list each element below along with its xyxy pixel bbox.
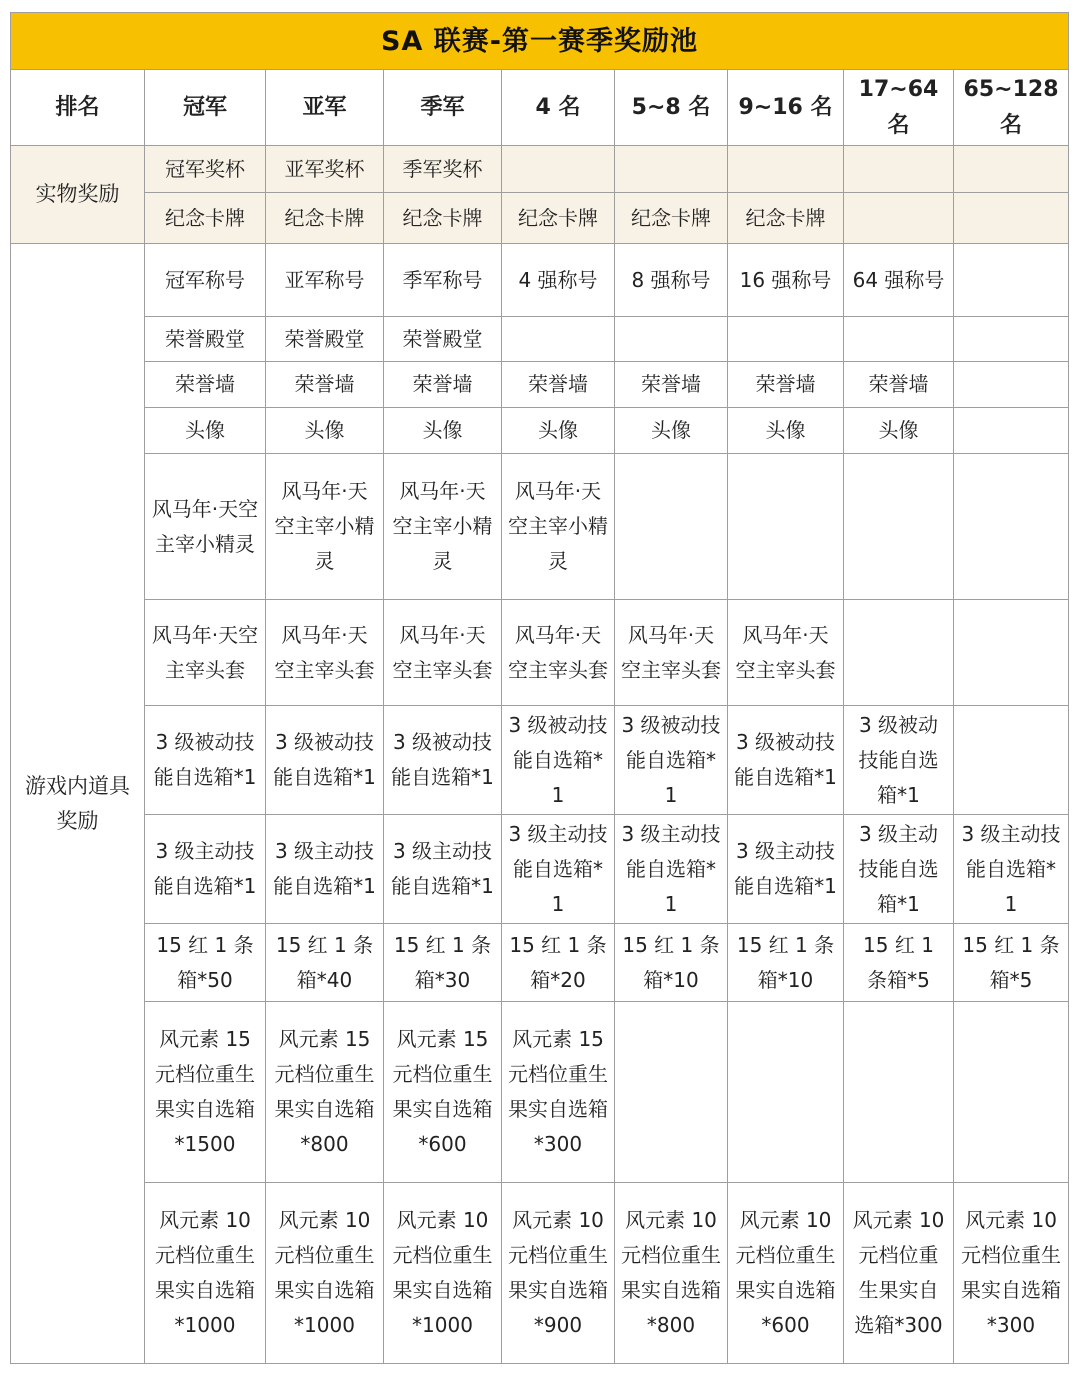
reward-cell xyxy=(728,1002,844,1183)
ingame-row xyxy=(11,706,1069,815)
table-title: SA 联赛-第一赛季奖励池 xyxy=(11,13,1069,70)
reward-cell xyxy=(954,317,1069,362)
reward-cell xyxy=(954,600,1069,706)
reward-cell: 风元素 10 元档位重生果实自选箱*300 xyxy=(954,1183,1069,1364)
reward-cell: 风元素 15 元档位重生果实自选箱*300 xyxy=(502,1002,615,1183)
reward-cell: 荣誉墙 xyxy=(266,362,384,408)
reward-cell: 头像 xyxy=(384,408,502,454)
reward-table-container xyxy=(10,12,1068,1364)
reward-cell xyxy=(844,454,954,600)
reward-cell: 风马年·天空主宰小精灵 xyxy=(502,454,615,600)
reward-cell: 头像 xyxy=(615,408,728,454)
reward-cell: 荣誉殿堂 xyxy=(384,317,502,362)
column-header-5-8: 5~8 名 xyxy=(615,70,728,146)
reward-cell: 风元素 10 元档位重生果实自选箱*300 xyxy=(844,1183,954,1364)
reward-cell xyxy=(844,193,954,244)
reward-cell: 荣誉墙 xyxy=(384,362,502,408)
reward-cell: 风马年·天空主宰小精灵 xyxy=(384,454,502,600)
reward-cell: 纪念卡牌 xyxy=(728,193,844,244)
reward-cell: 15 红 1 条箱*50 xyxy=(145,924,266,1002)
reward-cell: 荣誉墙 xyxy=(844,362,954,408)
reward-cell: 3 级被动技能自选箱*1 xyxy=(384,706,502,815)
ingame-row xyxy=(11,244,1069,317)
reward-cell: 季军称号 xyxy=(384,244,502,317)
reward-cell: 风马年·天空主宰头套 xyxy=(266,600,384,706)
reward-cell xyxy=(615,317,728,362)
ingame-row xyxy=(11,317,1069,362)
reward-cell: 纪念卡牌 xyxy=(615,193,728,244)
ingame-row xyxy=(11,1002,1069,1183)
reward-cell: 荣誉殿堂 xyxy=(266,317,384,362)
reward-cell: 荣誉殿堂 xyxy=(145,317,266,362)
reward-cell: 3 级主动技能自选箱*1 xyxy=(615,815,728,924)
reward-cell xyxy=(728,317,844,362)
reward-cell: 头像 xyxy=(844,408,954,454)
reward-cell xyxy=(615,1002,728,1183)
reward-cell: 3 级被动技能自选箱*1 xyxy=(844,706,954,815)
reward-cell xyxy=(954,362,1069,408)
physical-row xyxy=(11,146,1069,193)
reward-cell: 亚军奖杯 xyxy=(266,146,384,193)
reward-cell: 15 红 1 条箱*5 xyxy=(954,924,1069,1002)
ingame-row xyxy=(11,1183,1069,1364)
ingame-label: 游戏内道具奖励 xyxy=(11,244,145,1364)
reward-cell: 4 强称号 xyxy=(502,244,615,317)
reward-cell: 风元素 10 元档位重生果实自选箱*1000 xyxy=(266,1183,384,1364)
reward-cell: 亚军称号 xyxy=(266,244,384,317)
reward-cell: 头像 xyxy=(145,408,266,454)
reward-cell: 风元素 10 元档位重生果实自选箱*600 xyxy=(728,1183,844,1364)
reward-cell: 风元素 10 元档位重生果实自选箱*1000 xyxy=(145,1183,266,1364)
reward-cell: 15 红 1 条箱*5 xyxy=(844,924,954,1002)
reward-cell xyxy=(954,244,1069,317)
reward-cell: 纪念卡牌 xyxy=(502,193,615,244)
reward-cell: 3 级主动技能自选箱*1 xyxy=(844,815,954,924)
column-header-champion: 冠军 xyxy=(145,70,266,146)
reward-cell: 风元素 15 元档位重生果实自选箱*800 xyxy=(266,1002,384,1183)
reward-cell xyxy=(844,1002,954,1183)
reward-cell: 15 红 1 条箱*10 xyxy=(728,924,844,1002)
reward-cell: 风马年·天空主宰头套 xyxy=(728,600,844,706)
reward-cell: 15 红 1 条箱*30 xyxy=(384,924,502,1002)
reward-cell xyxy=(844,600,954,706)
reward-cell: 3 级主动技能自选箱*1 xyxy=(266,815,384,924)
reward-cell: 16 强称号 xyxy=(728,244,844,317)
reward-cell xyxy=(954,454,1069,600)
reward-cell: 风马年·天空主宰头套 xyxy=(615,600,728,706)
ingame-row xyxy=(11,408,1069,454)
reward-cell: 3 级被动技能自选箱*1 xyxy=(615,706,728,815)
reward-cell: 风马年·天空主宰头套 xyxy=(502,600,615,706)
physical-row xyxy=(11,193,1069,244)
reward-cell: 纪念卡牌 xyxy=(266,193,384,244)
reward-cell: 3 级主动技能自选箱*1 xyxy=(384,815,502,924)
reward-cell: 风元素 10 元档位重生果实自选箱*1000 xyxy=(384,1183,502,1364)
reward-cell: 3 级被动技能自选箱*1 xyxy=(502,706,615,815)
ingame-row xyxy=(11,600,1069,706)
reward-cell: 荣誉墙 xyxy=(615,362,728,408)
column-header-17-64: 17~64 名 xyxy=(844,70,954,146)
rank-header: 排名 xyxy=(11,70,145,146)
reward-cell xyxy=(502,146,615,193)
column-header-65-128: 65~128 名 xyxy=(954,70,1069,146)
reward-cell xyxy=(954,193,1069,244)
reward-cell: 8 强称号 xyxy=(615,244,728,317)
reward-cell: 风马年·天空主宰小精灵 xyxy=(266,454,384,600)
column-header-9-16: 9~16 名 xyxy=(728,70,844,146)
reward-cell: 风元素 10 元档位重生果实自选箱*900 xyxy=(502,1183,615,1364)
physical-label: 实物奖励 xyxy=(11,146,145,244)
ingame-row xyxy=(11,924,1069,1002)
reward-cell: 荣誉墙 xyxy=(502,362,615,408)
reward-cell: 3 级主动技能自选箱*1 xyxy=(954,815,1069,924)
reward-table xyxy=(10,12,1069,1364)
reward-cell xyxy=(844,317,954,362)
reward-cell: 荣誉墙 xyxy=(728,362,844,408)
reward-cell: 15 红 1 条箱*40 xyxy=(266,924,384,1002)
column-header-4th: 4 名 xyxy=(502,70,615,146)
ingame-row xyxy=(11,454,1069,600)
reward-cell xyxy=(615,454,728,600)
reward-cell: 15 红 1 条箱*10 xyxy=(615,924,728,1002)
column-header-third: 季军 xyxy=(384,70,502,146)
reward-cell: 3 级被动技能自选箱*1 xyxy=(266,706,384,815)
reward-cell xyxy=(502,317,615,362)
reward-cell: 3 级主动技能自选箱*1 xyxy=(502,815,615,924)
reward-cell: 风马年·天空主宰头套 xyxy=(384,600,502,706)
reward-cell: 纪念卡牌 xyxy=(384,193,502,244)
ingame-row xyxy=(11,362,1069,408)
reward-cell xyxy=(728,146,844,193)
reward-cell: 3 级被动技能自选箱*1 xyxy=(145,706,266,815)
reward-cell: 3 级被动技能自选箱*1 xyxy=(728,706,844,815)
reward-cell xyxy=(954,408,1069,454)
reward-cell xyxy=(728,454,844,600)
reward-cell: 3 级主动技能自选箱*1 xyxy=(728,815,844,924)
reward-cell xyxy=(844,146,954,193)
reward-cell: 64 强称号 xyxy=(844,244,954,317)
reward-cell: 15 红 1 条箱*20 xyxy=(502,924,615,1002)
reward-cell: 风元素 15 元档位重生果实自选箱*1500 xyxy=(145,1002,266,1183)
reward-cell: 季军奖杯 xyxy=(384,146,502,193)
reward-cell: 3 级主动技能自选箱*1 xyxy=(145,815,266,924)
reward-cell: 冠军奖杯 xyxy=(145,146,266,193)
reward-cell xyxy=(954,146,1069,193)
reward-cell xyxy=(954,706,1069,815)
reward-cell: 头像 xyxy=(728,408,844,454)
reward-cell: 头像 xyxy=(502,408,615,454)
reward-cell xyxy=(615,146,728,193)
reward-cell: 风元素 15 元档位重生果实自选箱*600 xyxy=(384,1002,502,1183)
reward-cell: 风马年·天空主宰小精灵 xyxy=(145,454,266,600)
ingame-row xyxy=(11,815,1069,924)
reward-cell xyxy=(954,1002,1069,1183)
column-header-runner-up: 亚军 xyxy=(266,70,384,146)
reward-cell: 荣誉墙 xyxy=(145,362,266,408)
reward-cell: 冠军称号 xyxy=(145,244,266,317)
reward-cell: 风马年·天空主宰头套 xyxy=(145,600,266,706)
reward-cell: 风元素 10 元档位重生果实自选箱*800 xyxy=(615,1183,728,1364)
reward-cell: 纪念卡牌 xyxy=(145,193,266,244)
reward-cell: 头像 xyxy=(266,408,384,454)
